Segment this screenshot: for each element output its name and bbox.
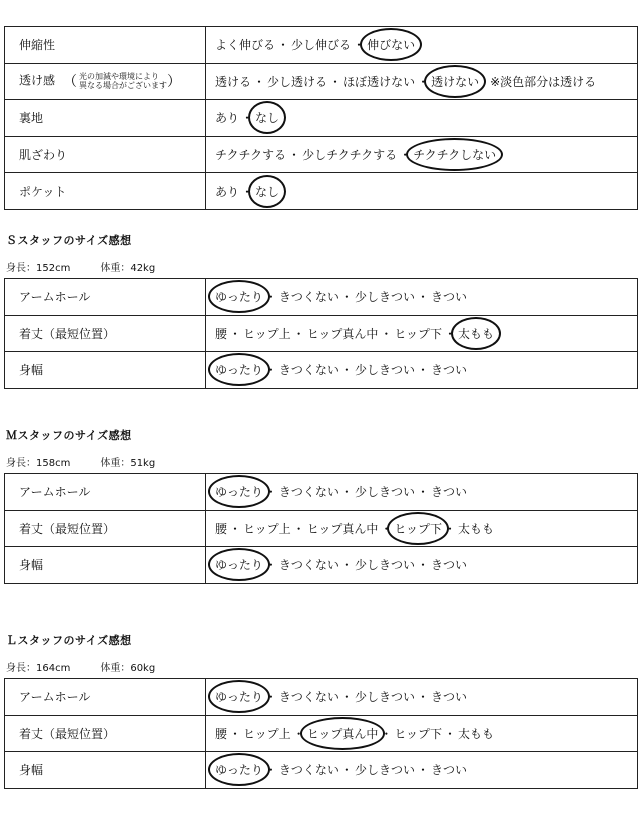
fabric-row (5, 100, 638, 137)
fabric-value-cell (206, 63, 638, 100)
option: 少しきつい (354, 290, 415, 305)
selected-option: なし (255, 184, 280, 199)
size-label-cell (5, 752, 206, 789)
size-label: アームホール (19, 485, 91, 500)
size-label-cell (5, 715, 206, 752)
size-value-cell (206, 679, 638, 716)
option-separator: ・ (292, 521, 305, 536)
option: きつくない (278, 485, 339, 500)
option: 少しきつい (354, 485, 415, 500)
fabric-row (5, 27, 638, 64)
staff-l-height: 身長：164cm (6, 663, 71, 674)
staff-l-weight: 体重：60kg (100, 663, 156, 674)
fabric-value-cell (206, 173, 638, 210)
selected-option: ゆったり (215, 290, 263, 305)
option-separator: ・ (329, 74, 342, 89)
option: きつい (430, 690, 467, 705)
size-row (5, 315, 638, 352)
size-label: 身幅 (19, 558, 44, 573)
option: ヒップ上 (243, 726, 291, 741)
size-label: アームホール (19, 290, 91, 305)
size-value-cell (206, 315, 638, 352)
fabric-label: 伸縮性 (19, 38, 56, 53)
option: ヒップ真ん中 (306, 521, 379, 536)
option-separator: ・ (416, 485, 429, 500)
selected-option: 伸びない (367, 38, 416, 53)
fabric-row (5, 136, 638, 173)
fabric-label-cell (5, 27, 206, 64)
fabric-properties-body (5, 27, 638, 210)
selected-option: ヒップ下 (394, 521, 442, 536)
size-value-cell (206, 474, 638, 511)
option-separator: ・ (229, 521, 242, 536)
option-separator: ・ (229, 726, 242, 741)
option-separator: ・ (340, 558, 353, 573)
fabric-label-cell (5, 100, 206, 137)
size-row (5, 352, 638, 389)
staff-s-weight: 体重：42kg (100, 263, 156, 274)
size-label: 着丈（最短位置） (19, 326, 116, 341)
staff-s-stats (6, 259, 155, 274)
option: 少し伸びる (291, 38, 352, 53)
option: あり (215, 111, 240, 126)
fabric-sublabel-line: 異なる場合がございます (79, 81, 168, 91)
option: 透ける (215, 74, 252, 89)
option-separator: ・ (443, 521, 456, 536)
option-separator: ・ (417, 74, 430, 89)
fabric-sublabel (79, 72, 167, 90)
size-label-cell (5, 352, 206, 389)
staff-s-heading: Ｓスタッフのサイズ感想 (6, 234, 132, 247)
size-value-cell (206, 752, 638, 789)
fabric-row (5, 173, 638, 210)
option-separator: ・ (416, 763, 429, 778)
option: ほぼ透けない (343, 74, 416, 89)
staff-s-size-table (4, 278, 638, 389)
option-separator: ・ (340, 363, 353, 378)
option-separator: ・ (416, 290, 429, 305)
option-separator: ・ (340, 763, 353, 778)
option: きつくない (278, 363, 339, 378)
size-value-cell (206, 279, 638, 316)
option: きつい (430, 763, 467, 778)
staff-m-height: 身長：158cm (6, 458, 71, 469)
staff-l-heading: Ｌスタッフのサイズ感想 (6, 634, 132, 647)
option: 少しチクチクする (302, 148, 398, 163)
size-label-cell (5, 279, 206, 316)
size-row (5, 510, 638, 547)
option: 少しきつい (354, 363, 415, 378)
size-value-cell (206, 547, 638, 584)
option-separator: ・ (292, 726, 305, 741)
selected-option: ゆったり (215, 763, 263, 778)
option: よく伸びる (215, 38, 276, 53)
option-separator: ・ (380, 326, 393, 341)
option: きつくない (278, 558, 339, 573)
size-row (5, 752, 638, 789)
paren-close: ） (167, 74, 182, 91)
option: 腰 (215, 726, 228, 741)
selected-option: 透けない (431, 74, 480, 89)
option: ヒップ上 (243, 521, 291, 536)
staff-l-size-table (4, 678, 638, 789)
fabric-label: ポケット (19, 184, 67, 199)
option: ヒップ下 (394, 326, 442, 341)
size-value-cell (206, 510, 638, 547)
option-separator: ・ (443, 326, 456, 341)
size-row (5, 279, 638, 316)
option: 腰 (215, 326, 228, 341)
fabric-note: ※淡色部分は透ける (490, 74, 597, 89)
option: 少しきつい (354, 763, 415, 778)
option-separator: ・ (292, 326, 305, 341)
fabric-sublabel-line: 光の加減や環境により (79, 72, 160, 82)
size-label: アームホール (19, 690, 91, 705)
option-separator: ・ (253, 74, 266, 89)
fabric-value-cell (206, 27, 638, 64)
option: きつい (430, 558, 467, 573)
staff-m-stats (6, 454, 155, 469)
option: 少しきつい (354, 558, 415, 573)
option: チクチクする (215, 148, 287, 163)
option-separator: ・ (416, 363, 429, 378)
fabric-value-cell (206, 100, 638, 137)
size-label: 着丈（最短位置） (19, 726, 116, 741)
size-label-cell (5, 474, 206, 511)
option: きつい (430, 290, 467, 305)
fabric-label: 裏地 (19, 111, 44, 126)
option-separator: ・ (340, 485, 353, 500)
staff-s-size-body (5, 279, 638, 389)
option-separator: ・ (416, 558, 429, 573)
selected-option: なし (255, 111, 280, 126)
option: きつくない (278, 290, 339, 305)
size-label-cell (5, 547, 206, 584)
option-separator: ・ (380, 521, 393, 536)
size-row (5, 474, 638, 511)
option: 少し透ける (267, 74, 328, 89)
staff-s-height: 身長：152cm (6, 263, 71, 274)
option-separator: ・ (264, 763, 277, 778)
size-value-cell (206, 352, 638, 389)
selected-option: ゆったり (215, 558, 263, 573)
fabric-label: 透け感 (19, 73, 56, 88)
option: きつくない (278, 690, 339, 705)
option-separator: ・ (399, 148, 412, 163)
option: 太もも (458, 726, 495, 741)
option-separator: ・ (264, 485, 277, 500)
option-separator: ・ (340, 290, 353, 305)
size-row (5, 547, 638, 584)
staff-l-size-body (5, 679, 638, 789)
option: きつくない (278, 763, 339, 778)
option-separator: ・ (264, 363, 277, 378)
fabric-label: 肌ざわり (19, 148, 68, 163)
selected-option: ゆったり (215, 485, 263, 500)
option-separator: ・ (277, 38, 290, 53)
staff-m-weight: 体重：51kg (100, 458, 156, 469)
size-row (5, 715, 638, 752)
option-separator: ・ (340, 690, 353, 705)
option-separator: ・ (416, 690, 429, 705)
size-label: 身幅 (19, 763, 44, 778)
staff-l-stats (6, 659, 155, 674)
option-separator: ・ (264, 290, 277, 305)
option: 腰 (215, 521, 228, 536)
selected-option: チクチクしない (413, 148, 497, 163)
selected-option: 太もも (458, 326, 495, 341)
fabric-row (5, 63, 638, 100)
staff-m-size-body (5, 474, 638, 584)
option-separator: ・ (353, 38, 366, 53)
option: あり (215, 184, 240, 199)
option-separator: ・ (229, 326, 242, 341)
size-label-cell (5, 679, 206, 716)
option-separator: ・ (241, 111, 254, 126)
option: きつい (430, 485, 467, 500)
option: ヒップ上 (243, 326, 291, 341)
staff-m-heading: Ｍスタッフのサイズ感想 (6, 429, 132, 442)
option-separator: ・ (380, 726, 393, 741)
fabric-label-cell (5, 136, 206, 173)
selected-option: ゆったり (215, 690, 263, 705)
option: ヒップ真ん中 (306, 326, 379, 341)
selected-option: ゆったり (215, 363, 263, 378)
option-separator: ・ (443, 726, 456, 741)
selected-option: ヒップ真ん中 (306, 726, 379, 741)
option: ヒップ下 (394, 726, 442, 741)
size-label: 着丈（最短位置） (19, 521, 116, 536)
option-separator: ・ (264, 558, 277, 573)
option-separator: ・ (264, 690, 277, 705)
size-row (5, 679, 638, 716)
option: きつい (430, 363, 467, 378)
option-separator: ・ (241, 184, 254, 199)
option: 少しきつい (354, 690, 415, 705)
option: 太もも (458, 521, 495, 536)
option-separator: ・ (288, 148, 301, 163)
size-label-cell (5, 510, 206, 547)
fabric-value-cell (206, 136, 638, 173)
fabric-label-cell (5, 173, 206, 210)
size-label-cell (5, 315, 206, 352)
size-value-cell (206, 715, 638, 752)
size-label: 身幅 (19, 363, 44, 378)
staff-m-size-table (4, 473, 638, 584)
fabric-label-cell (5, 63, 206, 100)
paren-open: （ (63, 74, 78, 91)
fabric-properties-table (4, 26, 638, 210)
